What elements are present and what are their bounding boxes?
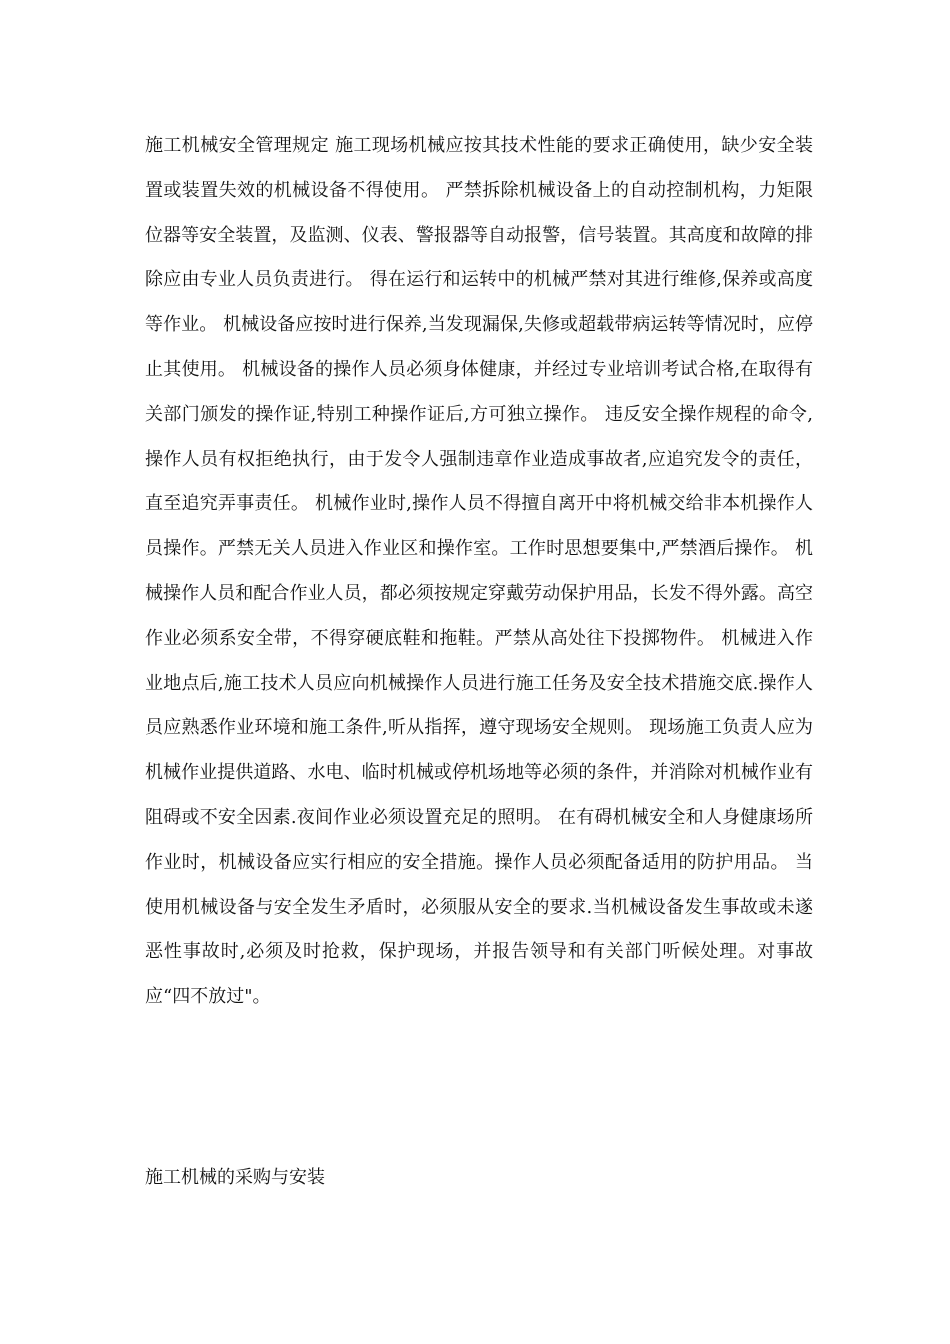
- body-paragraph: 施工机械安全管理规定 施工现场机械应按其技术性能的要求正确使用，缺少安全装置或装置失效的机械设备不得使用。 严禁拆除机械设备上的自动控制机构，力矩限位器等安全装置，及监测、仪表、警报器等自动报警，信号装置。其高度和故障的排除应由专业人员负责进行。 得在运行和运转中的机械严禁对其进行维修,保养或高度等作业。 机械设备应按时进行保养,当发现漏保,失修或超载带病运转等情况时，应停止其使用。 机械设备的操作人员必须身体健康，并经过专业培训考试合格,在取得有关部门颁发的操作证,特别工种操作证后,方可独立操作。 违反安全操作规程的命令,操作人员有权拒绝执行，由于发令人强制违章作业造成事故者,应追究发令的责任，直至追究弄事责任。 机械作业时,操作人员不得擅自离开中将机械交给非本机操作人员操作。严禁无关人员进入作业区和操作室。工作时思想要集中,严禁酒后操作。 机械操作人员和配合作业人员，都必须按规定穿戴劳动保护用品，长发不得外露。高空作业必须系安全带，不得穿硬底鞋和拖鞋。严禁从高处往下投掷物件。 机械进入作业地点后,施工技术人员应向机械操作人员进行施工任务及安全技术措施交底.操作人员应熟悉作业环境和施工条件,听从指挥，遵守现场安全规则。 现场施工负责人应为机械作业提供道路、水电、临时机械或停机场地等必须的条件，并消除对机械作业有阻碍或不安全因素.夜间作业必须设置充足的照明。 在有碍机械安全和人身健康场所作业时，机械设备应实行相应的安全措施。操作人员必须配备适用的防护用品。 当使用机械设备与安全发生矛盾时，必须服从安全的要求.当机械设备发生事故或未遂恶性事故时,必须及时抢救，保护现场，并报告领导和有关部门听候处理。对事故应“四不放过"。: [145, 135, 813, 1008]
- section-heading: 施工机械的采购与安装: [145, 1167, 325, 1188]
